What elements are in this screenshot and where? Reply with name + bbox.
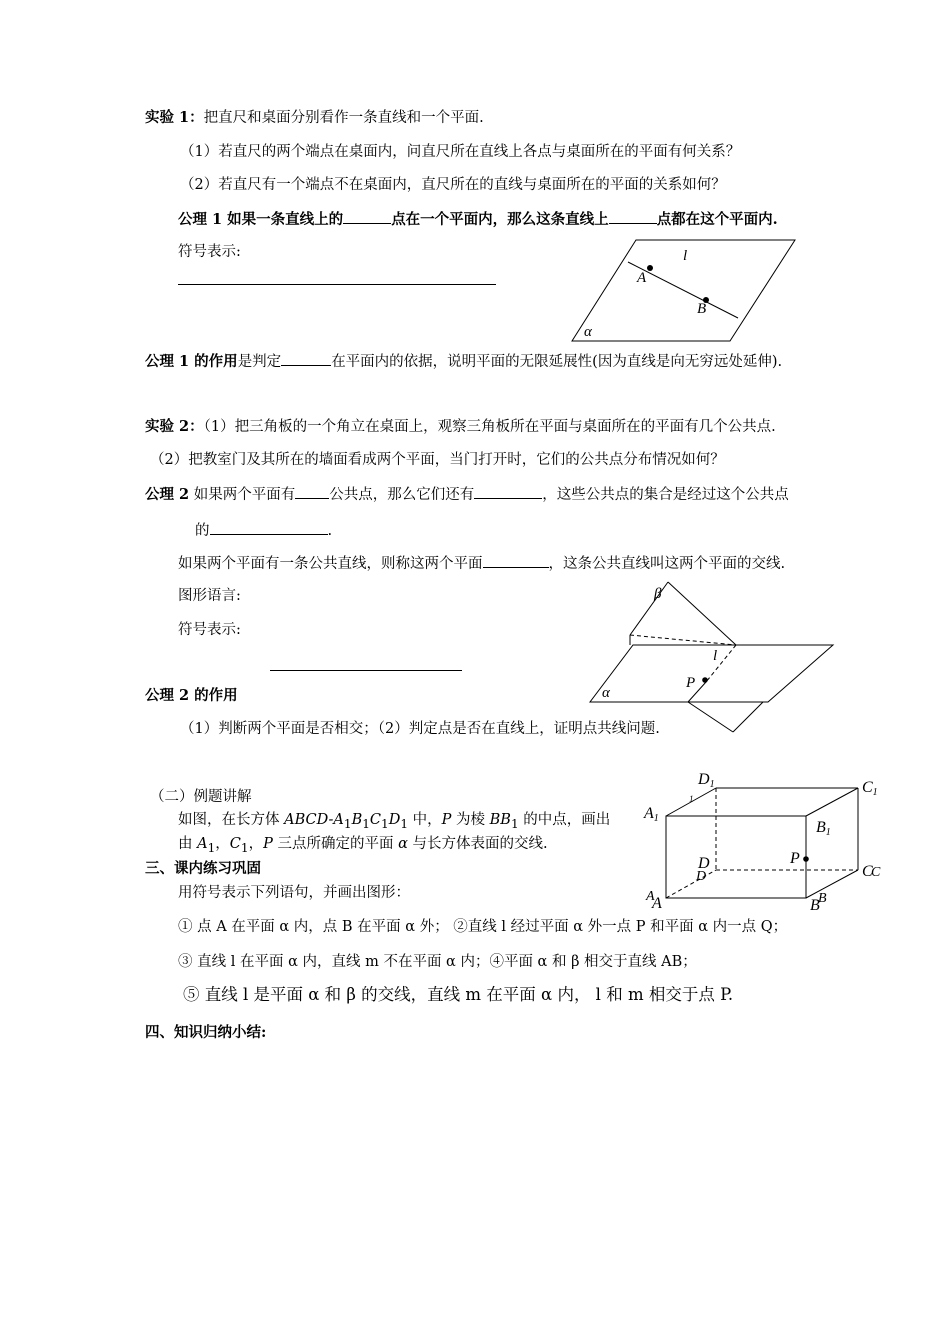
sub-1: 1 bbox=[343, 816, 352, 831]
plane-beta-right-edge bbox=[668, 582, 736, 645]
sub-4: 1 bbox=[400, 816, 409, 831]
label-l: l bbox=[683, 248, 688, 264]
axiom1-blank-1[interactable] bbox=[343, 209, 391, 224]
intersection-line-hidden bbox=[706, 645, 736, 682]
example-t1: 如图，在长方体 bbox=[178, 812, 285, 828]
axiom1-b: 点在一个平面内，那么这条直线上 bbox=[391, 211, 609, 228]
example-solid-B: B bbox=[351, 812, 363, 828]
example-edge: BB bbox=[489, 812, 511, 828]
sub-2: 1 bbox=[362, 816, 370, 831]
example-t7: 与长方体表面的交线. bbox=[407, 836, 548, 852]
axiom2-blank-3[interactable] bbox=[210, 520, 328, 535]
exercise-3-4: ③ 直线 l 在平面 α 内，直线 m 不在平面 α 内；④平面 α 和 β 相交于直线 AB； bbox=[178, 954, 697, 970]
label-A: A bbox=[637, 270, 647, 286]
section3-intro: 用符号表示下列语句，并画出图形： bbox=[178, 885, 410, 901]
axiom1-role-b: 在平面内的依据，说明平面的无限延展性(因为直线是向无穷远处延伸). bbox=[331, 354, 783, 370]
example-alpha: α bbox=[398, 836, 408, 852]
axiom2-blank-2[interactable] bbox=[474, 484, 542, 499]
label-B: B bbox=[697, 301, 707, 317]
axiom2-blank-4[interactable] bbox=[483, 553, 549, 568]
label-P: P bbox=[686, 675, 696, 691]
exp1-q1: （1）若直尺的两个端点在桌面内，问直尺所在直线上各点与桌面所在的平面有何关系？ bbox=[180, 144, 741, 160]
axiom2-graphic-label: 图形语言: bbox=[178, 588, 241, 604]
section4-title: 四、知识归纳小结: bbox=[145, 1024, 267, 1041]
axiom2-role-label: 公理 2 的作用 bbox=[145, 687, 238, 704]
label-beta: β bbox=[654, 586, 662, 602]
axiom2-symbol-answer-line[interactable] bbox=[270, 670, 462, 671]
exp1-label: 实验 1： bbox=[145, 109, 204, 126]
label-l: l bbox=[713, 648, 718, 664]
label-P: P bbox=[790, 850, 800, 867]
exp2-q1: （1）把三角板的一个角立在桌面上，观察三角板所在平面与桌面所在的平面有几个公共点. bbox=[203, 419, 776, 435]
axiom2-d: 的 bbox=[195, 523, 210, 539]
axiom1-blank-2[interactable] bbox=[609, 209, 657, 224]
axiom2-b: 公共点，那么它们还有 bbox=[329, 487, 475, 503]
axiom1-symbol-label: 符号表示: bbox=[178, 244, 241, 260]
example-t4: 的中点，画出 bbox=[518, 812, 611, 828]
label-one: 1 bbox=[689, 794, 694, 804]
exp1-q2: （2）若直尺有一个端点不在桌面内，直尺所在的直线与桌面所在的平面的关系如何？ bbox=[180, 177, 726, 193]
point-A bbox=[647, 265, 653, 271]
example-A-sub: 1 bbox=[207, 840, 216, 855]
label-alpha: α bbox=[602, 685, 610, 701]
example-solid-C: C bbox=[369, 812, 382, 828]
axiom2-c: ，这些公共点的集合是经过这个公共点 bbox=[542, 487, 789, 503]
edge-B1C1 bbox=[806, 788, 858, 816]
cuboid-figure bbox=[640, 766, 890, 916]
example-t5: 由 bbox=[178, 836, 198, 852]
example-comma-1: ， bbox=[215, 836, 230, 852]
plane-beta-lower-edge-2 bbox=[733, 702, 763, 732]
example-t2: 中， bbox=[408, 812, 442, 828]
label-B: B bbox=[810, 897, 820, 914]
edge-AD-hidden bbox=[666, 870, 716, 898]
example-A: A bbox=[197, 836, 208, 852]
axiom2-blank-1[interactable] bbox=[295, 484, 329, 499]
example-P2: P bbox=[263, 836, 273, 852]
label-D-alt: D bbox=[696, 869, 707, 884]
example-t3: 为棱 bbox=[451, 812, 490, 828]
axiom2-e: . bbox=[327, 523, 333, 539]
example-edge-sub: 1 bbox=[510, 816, 519, 831]
plane-line-figure bbox=[570, 238, 800, 348]
label-A1: A1 bbox=[644, 805, 659, 824]
exercise-5: ⑤ 直线 l 是平面 α 和 β 的交线，直线 m 在平面 α 内， l 和 m 相交于点 P. bbox=[183, 985, 734, 1004]
example-C: C bbox=[229, 836, 241, 852]
label-D1: D1 bbox=[698, 771, 715, 790]
label-alpha: α bbox=[584, 324, 592, 340]
axiom2-g: ，这条公共直线叫这两个平面的交线. bbox=[548, 556, 786, 572]
plane-alpha-parallelogram bbox=[590, 645, 833, 702]
label-C-alt: C bbox=[871, 865, 881, 880]
point-P bbox=[702, 677, 708, 683]
edge-BC bbox=[806, 870, 858, 898]
example-title: （二）例题讲解 bbox=[150, 789, 252, 805]
label-D: D bbox=[698, 855, 710, 872]
plane-beta-lower-edge-1 bbox=[688, 702, 733, 732]
intersecting-planes-figure bbox=[588, 580, 838, 740]
label-C: C bbox=[862, 863, 873, 880]
axiom2-symbol-label: 符号表示: bbox=[178, 622, 241, 638]
label-A: A bbox=[652, 895, 662, 912]
exp2-label: 实验 2： bbox=[145, 418, 204, 435]
example-C-sub: 1 bbox=[240, 840, 249, 855]
axiom1-role-label: 公理 1 的作用 bbox=[145, 353, 238, 370]
exp1-text: 把直尺和桌面分别看作一条直线和一个平面. bbox=[203, 110, 484, 126]
exp2-q2: （2）把教室门及其所在的墙面看成两个平面，当门打开时，它们的公共点分布情况如何？ bbox=[150, 452, 725, 468]
sub-3: 1 bbox=[381, 816, 389, 831]
example-solid-D: D bbox=[388, 812, 401, 828]
axiom1-symbol-answer-line[interactable] bbox=[178, 284, 496, 285]
axiom2-role-text: （1）判断两个平面是否相交；（2）判定点是否在直线上，证明点共线问题. bbox=[180, 721, 660, 737]
label-C1: C1 bbox=[862, 779, 878, 798]
point-P bbox=[803, 856, 809, 862]
axiom2-a: 如果两个平面有 bbox=[189, 487, 296, 503]
plane-beta-left-edge bbox=[630, 582, 668, 635]
example-t6: 三点所确定的平面 bbox=[272, 836, 399, 852]
axiom2-f: 如果两个平面有一条公共直线，则称这两个平面 bbox=[178, 556, 483, 572]
example-comma-2: ， bbox=[248, 836, 264, 852]
label-B1: B1 bbox=[816, 819, 831, 838]
example-solid: ABCD-A bbox=[284, 812, 344, 828]
axiom1-c: 点都在这个平面内. bbox=[656, 211, 778, 228]
example-P: P bbox=[441, 812, 452, 828]
plane-beta-hidden-edge bbox=[630, 635, 736, 645]
axiom1-a: 公理 1 如果一条直线上的 bbox=[178, 211, 344, 228]
axiom2-label: 公理 2 bbox=[145, 486, 190, 503]
axiom1-role-blank[interactable] bbox=[281, 351, 331, 366]
label-A-alt: A bbox=[646, 889, 655, 904]
exercise-1-2: ① 点 A 在平面 α 内，点 B 在平面 α 外； ②直线 l 经过平面 α 外一点 P 和平面 α 内一点 Q； bbox=[178, 919, 788, 935]
section3-title: 三、课内练习巩固 bbox=[145, 860, 261, 877]
axiom1-role-a: 是判定 bbox=[237, 354, 282, 370]
label-B-alt: B bbox=[818, 891, 827, 906]
